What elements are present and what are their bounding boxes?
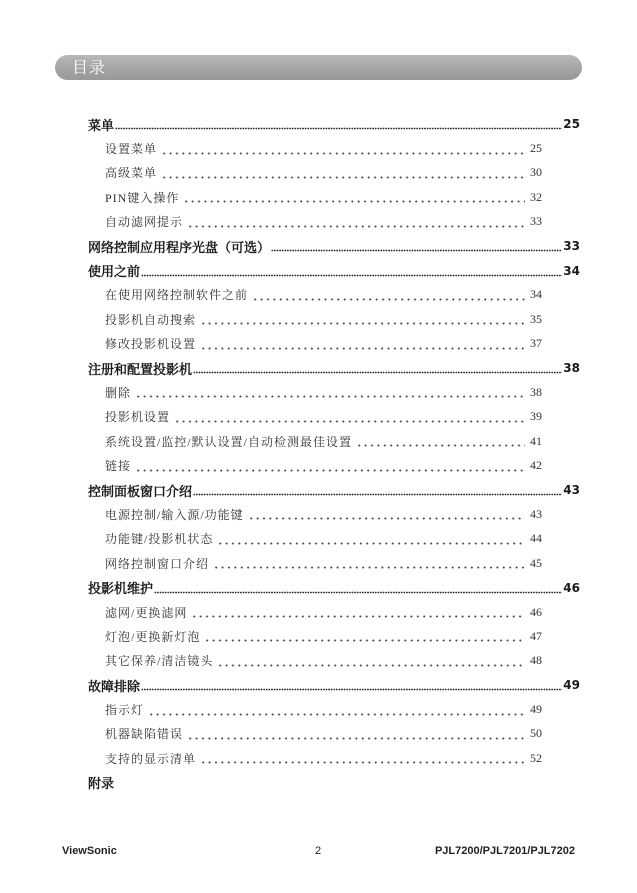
toc-entry-title: 投影机设置 <box>105 410 171 425</box>
toc-dot-leader <box>213 557 525 569</box>
toc-dot-leader <box>183 191 525 203</box>
toc-entry-title: 投影机维护 <box>88 582 154 598</box>
toc-subsection-entry[interactable] <box>0 502 637 526</box>
toc-entry-title: 链接 <box>105 459 132 474</box>
toc-entry-page-number: 37 <box>530 336 542 351</box>
toc-dot-leader <box>217 655 525 667</box>
toc-entry-page-number: 25 <box>563 117 580 132</box>
toc-dot-leader <box>187 216 525 228</box>
toc-subsection-entry[interactable] <box>0 136 637 160</box>
toc-subsection-entry[interactable] <box>0 624 637 648</box>
section-title: 目录 <box>72 58 107 77</box>
toc-dot-leader <box>271 240 562 252</box>
toc-entry-title: 系统设置/监控/默认设置/自动检测最佳设置 <box>105 434 353 449</box>
toc-entry-title: 控制面板窗口介绍 <box>88 484 193 500</box>
toc-entry-title: 指示灯 <box>105 703 145 718</box>
toc-entry-title: 修改投影机设置 <box>105 337 197 352</box>
toc-section-entry[interactable] <box>0 673 637 697</box>
toc-section-entry[interactable] <box>0 234 637 258</box>
toc-dot-leader <box>191 606 525 618</box>
toc-section-entry[interactable] <box>0 356 637 380</box>
toc-entry-title: 投影机自动搜索 <box>105 312 197 327</box>
toc-entry-page-number: 41 <box>530 433 542 448</box>
toc-entry-title: 网络控制应用程序光盘（可选） <box>88 240 271 256</box>
toc-entry-page-number: 25 <box>530 141 542 156</box>
toc-entry-page-number: 32 <box>530 189 542 204</box>
toc-dot-leader <box>154 582 562 594</box>
toc-subsection-entry[interactable] <box>0 551 637 575</box>
toc-entry-page-number: 47 <box>530 628 542 643</box>
toc-entry-title: 网络控制窗口介绍 <box>105 556 210 571</box>
toc-entry-page-number: 33 <box>563 239 580 254</box>
toc-entry-page-number: 48 <box>530 653 542 668</box>
toc-entry-page-number: 34 <box>530 287 542 302</box>
toc-entry-title: 机器缺陷错误 <box>105 727 184 742</box>
toc-entry-title: 删除 <box>105 385 132 400</box>
toc-dot-leader <box>193 484 562 496</box>
toc-dot-leader <box>161 143 525 155</box>
toc-entry-title: 使用之前 <box>88 265 141 281</box>
toc-entry-title: 注册和配置投影机 <box>88 362 193 378</box>
toc-entry-page-number: 38 <box>563 361 580 376</box>
toc-entry-page-number: 35 <box>530 311 542 326</box>
toc-entry-title: 菜单 <box>88 118 115 134</box>
toc-dot-leader <box>356 435 525 447</box>
toc-entry-page-number: 44 <box>530 531 542 546</box>
toc-dot-leader <box>248 508 525 520</box>
toc-section-entry[interactable] <box>0 478 637 502</box>
toc-entry-page-number: 45 <box>530 555 542 570</box>
toc-dot-leader <box>200 313 525 325</box>
toc-entry-title: 其它保养/清洁镜头 <box>105 654 214 669</box>
footer-page-number: 2 <box>314 845 322 857</box>
toc-dot-leader <box>115 118 562 130</box>
toc-dot-leader <box>252 289 525 301</box>
toc-dot-leader <box>161 167 525 179</box>
toc-entry-page-number: 49 <box>530 702 542 717</box>
toc-section-entry[interactable] <box>0 258 637 282</box>
toc-subsection-entry[interactable] <box>0 722 637 746</box>
toc-subsection-entry[interactable] <box>0 185 637 209</box>
toc-subsection-entry[interactable] <box>0 380 637 404</box>
toc-entry-title: 支持的显示清单 <box>105 751 197 766</box>
toc-entry-page-number: 49 <box>563 678 580 693</box>
toc-subsection-entry[interactable] <box>0 746 637 770</box>
toc-dot-leader <box>200 752 525 764</box>
toc-dot-leader <box>141 265 562 277</box>
table-of-contents <box>0 112 637 795</box>
footer-model-numbers: PJL7200/PJL7201/PJL7202 <box>434 845 575 857</box>
toc-section-entry[interactable] <box>0 771 637 795</box>
toc-entry-page-number: 52 <box>530 750 542 765</box>
toc-dot-leader <box>204 630 525 642</box>
toc-entry-page-number: 33 <box>530 214 542 229</box>
toc-entry-title: PIN键入操作 <box>105 190 180 205</box>
toc-entry-page-number: 46 <box>530 604 542 619</box>
toc-dot-leader <box>148 704 525 716</box>
toc-subsection-entry[interactable] <box>0 649 637 673</box>
toc-entry-title: 设置菜单 <box>105 142 158 157</box>
section-header-bar <box>55 55 582 80</box>
toc-entry-page-number: 34 <box>563 263 580 278</box>
toc-dot-leader <box>141 679 562 691</box>
toc-entry-page-number: 30 <box>530 165 542 180</box>
toc-subsection-entry[interactable] <box>0 332 637 356</box>
toc-entry-title: 在使用网络控制软件之前 <box>105 288 249 303</box>
toc-dot-leader <box>187 728 525 740</box>
toc-subsection-entry[interactable] <box>0 307 637 331</box>
toc-subsection-entry[interactable] <box>0 697 637 721</box>
toc-section-entry[interactable] <box>0 112 637 136</box>
toc-entry-title: 自动滤网提示 <box>105 215 184 230</box>
toc-section-entry[interactable] <box>0 575 637 599</box>
toc-entry-page-number: 43 <box>530 506 542 521</box>
toc-dot-leader <box>193 362 562 374</box>
toc-entry-title: 功能键/投影机状态 <box>105 532 214 547</box>
toc-entry-page-number: 42 <box>530 458 542 473</box>
toc-subsection-entry[interactable] <box>0 161 637 185</box>
toc-dot-leader <box>174 411 525 423</box>
toc-entry-title: 附录 <box>88 777 115 793</box>
toc-entry-title: 灯泡/更换新灯泡 <box>105 629 201 644</box>
toc-entry-title: 滤网/更换滤网 <box>105 605 188 620</box>
toc-entry-title: 高级菜单 <box>105 166 158 181</box>
toc-entry-page-number: 46 <box>563 580 580 595</box>
toc-subsection-entry[interactable] <box>0 405 637 429</box>
toc-subsection-entry[interactable] <box>0 429 637 453</box>
toc-entry-title: 电源控制/输入源/功能键 <box>105 507 244 522</box>
toc-entry-page-number: 50 <box>530 726 542 741</box>
toc-dot-leader <box>200 338 525 350</box>
toc-subsection-entry[interactable] <box>0 283 637 307</box>
footer-brand: ViewSonic <box>62 845 117 857</box>
toc-dot-leader <box>217 533 525 545</box>
toc-entry-page-number: 38 <box>530 384 542 399</box>
toc-entry-page-number: 43 <box>563 483 580 498</box>
toc-dot-leader <box>135 386 525 398</box>
toc-subsection-entry[interactable] <box>0 210 637 234</box>
toc-entry-title: 故障排除 <box>88 679 141 695</box>
toc-subsection-entry[interactable] <box>0 600 637 624</box>
toc-subsection-entry[interactable] <box>0 453 637 477</box>
toc-dot-leader <box>135 460 525 472</box>
toc-entry-page-number: 39 <box>530 409 542 424</box>
toc-subsection-entry[interactable] <box>0 527 637 551</box>
